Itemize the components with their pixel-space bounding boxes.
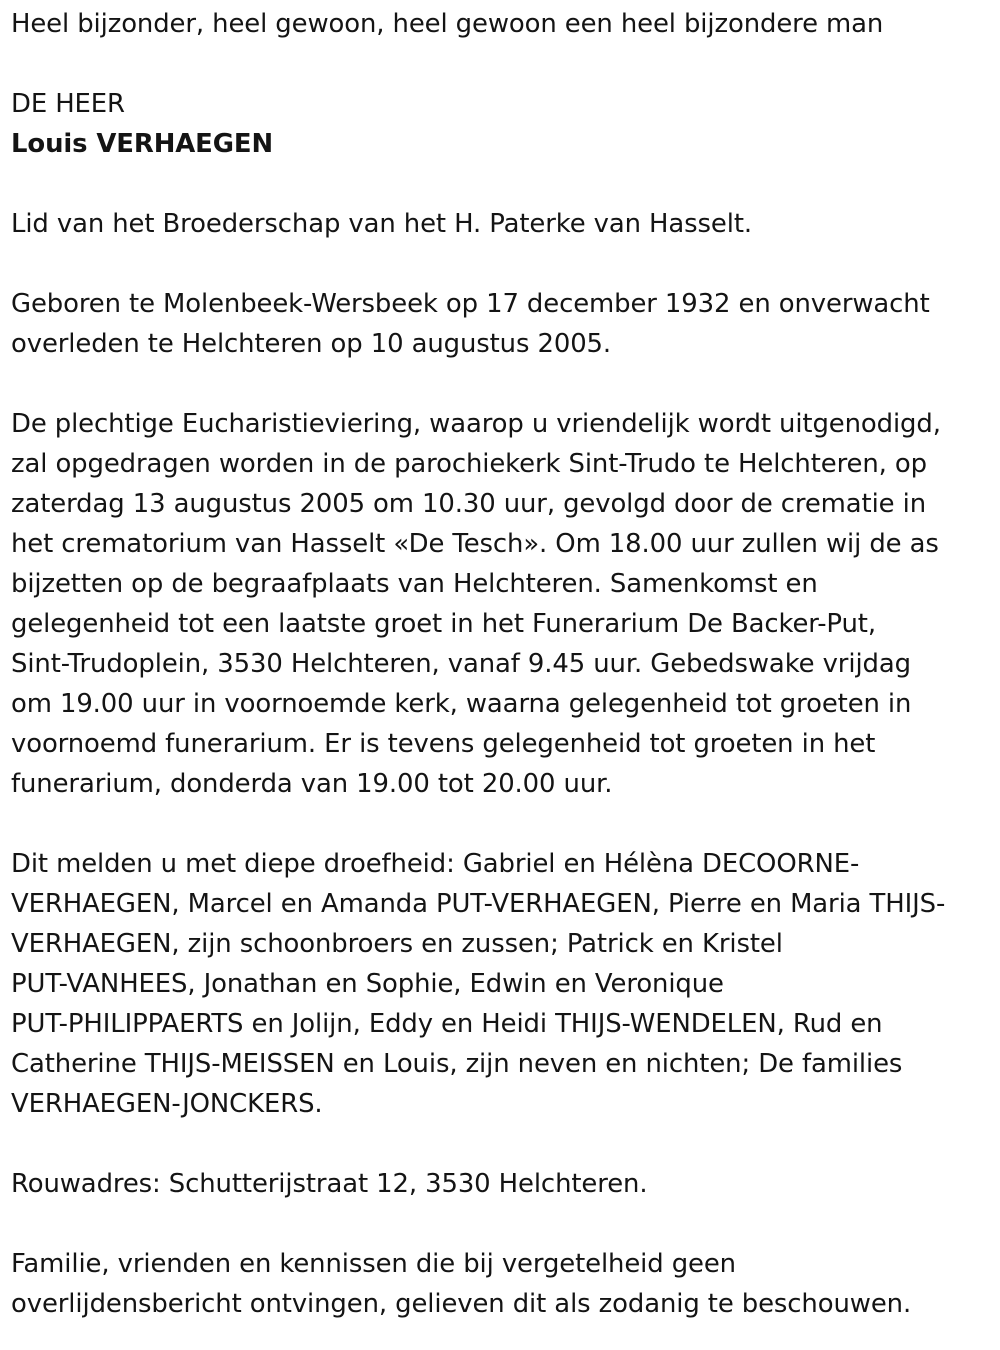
paragraph-line: Familie, vrienden en kennissen die bij vergetelheid geen [11,1249,736,1279]
spacer [11,364,990,404]
motto-text: Heel bijzonder, heel gewoon, heel gewoon een heel bijzondere man [11,9,884,39]
closing-paragraph [11,1244,990,1324]
paragraph-line: het crematorium van Hasselt «De Tesch». Om 18.00 uur zullen wij de as [11,529,939,559]
paragraph-line: bijzetten op de begraafplaats van Helchteren. Samenkomst en [11,569,818,599]
paragraph-line: VERHAEGEN-JONCKERS. [11,1089,323,1119]
spacer [11,1124,990,1164]
paragraph-line: Catherine THIJS-MEISSEN en Louis, zijn neven en nichten; De families [11,1049,903,1079]
title-prefix: DE HEER [11,89,125,119]
paragraph-line: VERHAEGEN, Marcel en Amanda PUT-VERHAEGEN, Pierre en Maria THIJS- [11,889,946,919]
paragraph-line: PUT-VANHEES, Jonathan en Sophie, Edwin en Veronique [11,969,724,999]
paragraph-line: VERHAEGEN, zijn schoonbroers en zussen; Patrick en Kristel [11,929,783,959]
spacer [11,44,990,84]
family-paragraph [11,844,990,1124]
paragraph-line: overleden te Helchteren op 10 augustus 2005. [11,329,612,359]
paragraph-line: gelegenheid tot een laatste groet in het Funerarium De Backer-Put, [11,609,876,639]
paragraph-line: funerarium, donderda van 19.00 tot 20.00 uur. [11,769,613,799]
paragraph-line: overlijdensbericht ontvingen, gelieven dit als zodanig te beschouwen. [11,1289,912,1319]
paragraph-line: om 19.00 uur in voornoemde kerk, waarna gelegenheid tot groeten in [11,689,912,719]
spacer [11,1204,990,1244]
deceased-name: Louis VERHAEGEN [11,129,274,159]
spacer [11,804,990,844]
spacer [11,164,990,204]
paragraph-line: zaterdag 13 augustus 2005 om 10.30 uur, gevolgd door de crematie in [11,489,927,519]
birth-death-paragraph [11,284,990,364]
paragraph-line: PUT-PHILIPPAERTS en Jolijn, Eddy en Heidi THIJS-WENDELEN, Rud en [11,1009,883,1039]
paragraph-line: voornoemd funerarium. Er is tevens gelegenheid tot groeten in het [11,729,876,759]
paragraph-line: Dit melden u met diepe droefheid: Gabriel en Hélèna DECOORNE- [11,849,860,879]
paragraph-line: De plechtige Eucharistieviering, waarop u vriendelijk wordt uitgenodigd, [11,409,941,439]
spacer [11,244,990,284]
address-text: Rouwadres: Schutterijstraat 12, 3530 Helchteren. [11,1169,648,1199]
paragraph-line: Sint-Trudoplein, 3530 Helchteren, vanaf 9.45 uur. Gebedswake vrijdag [11,649,911,679]
paragraph-line: zal opgedragen worden in de parochiekerk Sint-Trudo te Helchteren, op [11,449,927,479]
ceremony-paragraph [11,404,990,804]
paragraph-line: Geboren te Molenbeek-Wersbeek op 17 december 1932 en onverwacht [11,289,930,319]
membership-text: Lid van het Broederschap van het H. Paterke van Hasselt. [11,209,752,239]
